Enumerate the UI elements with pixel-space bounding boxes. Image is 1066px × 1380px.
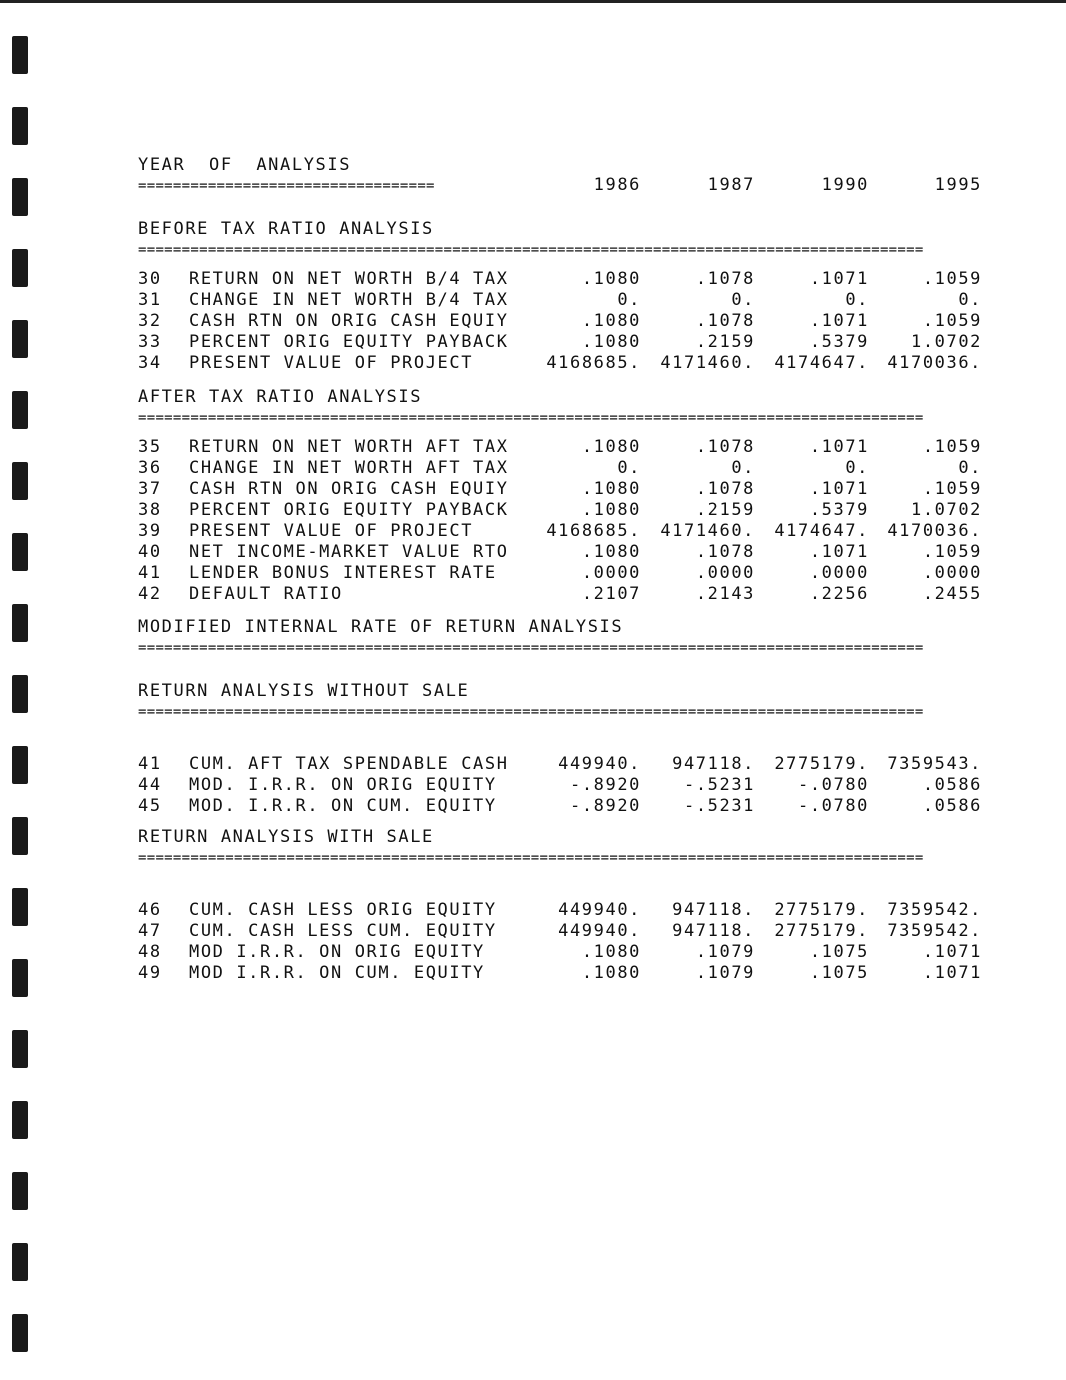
row-value: 449940. <box>558 900 641 920</box>
row-label: MOD I.R.R. ON CUM. EQUITY <box>189 963 485 983</box>
row-value: .2455 <box>922 584 982 604</box>
title-underline: ================================== <box>138 178 435 194</box>
row-value: .1080 <box>581 332 641 352</box>
row-label: CASH RTN ON ORIG CASH EQUIY <box>189 479 509 499</box>
row-value: .1071 <box>922 963 982 983</box>
row-value: 4170036. <box>887 353 982 373</box>
row-label: RETURN ON NET WORTH B/4 TAX <box>189 269 509 289</box>
section-underline: ========================================================================================== <box>138 850 924 866</box>
row-value: 4168685. <box>546 521 641 541</box>
row-label: CUM. AFT TAX SPENDABLE CASH <box>189 754 509 774</box>
row-value: 2775179. <box>774 921 869 941</box>
row-number: 41 <box>138 563 162 583</box>
row-value: 7359542. <box>887 900 982 920</box>
row-value: .1080 <box>581 269 641 289</box>
row-label: CASH RTN ON ORIG CASH EQUIY <box>189 311 509 331</box>
row-number: 46 <box>138 900 162 920</box>
row-value: 4171460. <box>660 353 755 373</box>
row-value: 947118. <box>672 900 755 920</box>
row-value: 0. <box>845 290 869 310</box>
row-number: 30 <box>138 269 162 289</box>
row-label: PRESENT VALUE OF PROJECT <box>189 353 474 373</box>
row-value: 4170036. <box>887 521 982 541</box>
row-value: .1078 <box>695 311 755 331</box>
row-value: 0. <box>617 458 641 478</box>
report-title: YEAR OF ANALYSIS <box>138 155 352 175</box>
row-value: .1071 <box>809 542 869 562</box>
row-number: 41 <box>138 754 162 774</box>
row-value: 0. <box>845 458 869 478</box>
row-number: 39 <box>138 521 162 541</box>
row-value: .1079 <box>695 963 755 983</box>
row-label: MOD. I.R.R. ON CUM. EQUITY <box>189 796 497 816</box>
row-value: .1071 <box>809 479 869 499</box>
section-underline: ========================================================================================== <box>138 640 924 656</box>
row-value: 4174647. <box>774 353 869 373</box>
row-value: 0. <box>731 290 755 310</box>
row-number: 36 <box>138 458 162 478</box>
section-heading: AFTER TAX RATIO ANALYSIS <box>138 387 423 407</box>
row-value: 1.0702 <box>910 500 982 520</box>
row-value: .0586 <box>922 775 982 795</box>
row-label: CHANGE IN NET WORTH B/4 TAX <box>189 290 509 310</box>
row-value: -.8920 <box>569 775 641 795</box>
row-label: MOD I.R.R. ON ORIG EQUITY <box>189 942 485 962</box>
row-value: .1080 <box>581 479 641 499</box>
row-value: -.0780 <box>797 796 869 816</box>
row-number: 48 <box>138 942 162 962</box>
section-heading: RETURN ANALYSIS WITH SALE <box>138 827 434 847</box>
row-value: .1059 <box>922 437 982 457</box>
year-header: 1990 <box>821 175 869 195</box>
row-value: .5379 <box>809 332 869 352</box>
row-value: .1071 <box>809 437 869 457</box>
row-label: NET INCOME-MARKET VALUE RTO <box>189 542 509 562</box>
row-label: PERCENT ORIG EQUITY PAYBACK <box>189 332 509 352</box>
row-label: CUM. CASH LESS CUM. EQUITY <box>189 921 497 941</box>
row-number: 34 <box>138 353 162 373</box>
row-number: 32 <box>138 311 162 331</box>
row-value: .2159 <box>695 500 755 520</box>
row-value: .2159 <box>695 332 755 352</box>
row-value: .1075 <box>809 942 869 962</box>
row-value: .1078 <box>695 479 755 499</box>
row-value: .1071 <box>809 269 869 289</box>
row-value: 4174647. <box>774 521 869 541</box>
row-value: .1059 <box>922 479 982 499</box>
row-label: RETURN ON NET WORTH AFT TAX <box>189 437 509 457</box>
year-header: 1986 <box>593 175 641 195</box>
row-value: 0. <box>617 290 641 310</box>
row-value: .1080 <box>581 542 641 562</box>
row-value: .1059 <box>922 311 982 331</box>
row-value: .1080 <box>581 437 641 457</box>
row-value: .1080 <box>581 963 641 983</box>
row-value: 0. <box>731 458 755 478</box>
row-value: 947118. <box>672 754 755 774</box>
row-label: CHANGE IN NET WORTH AFT TAX <box>189 458 509 478</box>
row-label: DEFAULT RATIO <box>189 584 343 604</box>
row-number: 47 <box>138 921 162 941</box>
row-number: 37 <box>138 479 162 499</box>
row-value: 7359543. <box>887 754 982 774</box>
row-number: 38 <box>138 500 162 520</box>
row-value: .1078 <box>695 437 755 457</box>
row-value: 449940. <box>558 754 641 774</box>
row-value: .0586 <box>922 796 982 816</box>
row-value: .2107 <box>581 584 641 604</box>
row-value: .1078 <box>695 542 755 562</box>
row-label: PERCENT ORIG EQUITY PAYBACK <box>189 500 509 520</box>
row-value: .2143 <box>695 584 755 604</box>
row-value: 1.0702 <box>910 332 982 352</box>
row-number: 42 <box>138 584 162 604</box>
row-value: .1078 <box>695 269 755 289</box>
row-value: .1071 <box>809 311 869 331</box>
row-value: .1071 <box>922 942 982 962</box>
row-value: 2775179. <box>774 754 869 774</box>
row-number: 33 <box>138 332 162 352</box>
section-heading: MODIFIED INTERNAL RATE OF RETURN ANALYSIS <box>138 617 624 637</box>
year-header: 1987 <box>707 175 755 195</box>
row-value: .0000 <box>695 563 755 583</box>
row-value: -.0780 <box>797 775 869 795</box>
row-value: .0000 <box>922 563 982 583</box>
section-underline: ========================================================================================== <box>138 704 924 720</box>
row-value: .1075 <box>809 963 869 983</box>
row-value: 4171460. <box>660 521 755 541</box>
row-number: 31 <box>138 290 162 310</box>
row-label: CUM. CASH LESS ORIG EQUITY <box>189 900 497 920</box>
row-value: .5379 <box>809 500 869 520</box>
row-value: 449940. <box>558 921 641 941</box>
row-number: 45 <box>138 796 162 816</box>
year-header: 1995 <box>934 175 982 195</box>
row-value: 7359542. <box>887 921 982 941</box>
row-value: .1079 <box>695 942 755 962</box>
section-heading: BEFORE TAX RATIO ANALYSIS <box>138 219 434 239</box>
row-value: .1059 <box>922 269 982 289</box>
row-value: 2775179. <box>774 900 869 920</box>
section-underline: ========================================================================================== <box>138 410 924 426</box>
row-value: -.5231 <box>683 796 755 816</box>
row-value: -.5231 <box>683 775 755 795</box>
row-value: .0000 <box>809 563 869 583</box>
row-label: LENDER BONUS INTEREST RATE <box>189 563 497 583</box>
row-value: .1080 <box>581 942 641 962</box>
row-value: 947118. <box>672 921 755 941</box>
row-value: 4168685. <box>546 353 641 373</box>
row-number: 44 <box>138 775 162 795</box>
row-number: 49 <box>138 963 162 983</box>
row-label: PRESENT VALUE OF PROJECT <box>189 521 474 541</box>
row-value: .1080 <box>581 500 641 520</box>
row-value: .0000 <box>581 563 641 583</box>
row-value: .1059 <box>922 542 982 562</box>
row-value: .1080 <box>581 311 641 331</box>
row-label: MOD. I.R.R. ON ORIG EQUITY <box>189 775 497 795</box>
section-underline: ========================================================================================== <box>138 242 924 258</box>
row-value: 0. <box>958 290 982 310</box>
row-value: .2256 <box>809 584 869 604</box>
row-value: 0. <box>958 458 982 478</box>
row-number: 40 <box>138 542 162 562</box>
section-heading: RETURN ANALYSIS WITHOUT SALE <box>138 681 470 701</box>
row-number: 35 <box>138 437 162 457</box>
row-value: -.8920 <box>569 796 641 816</box>
